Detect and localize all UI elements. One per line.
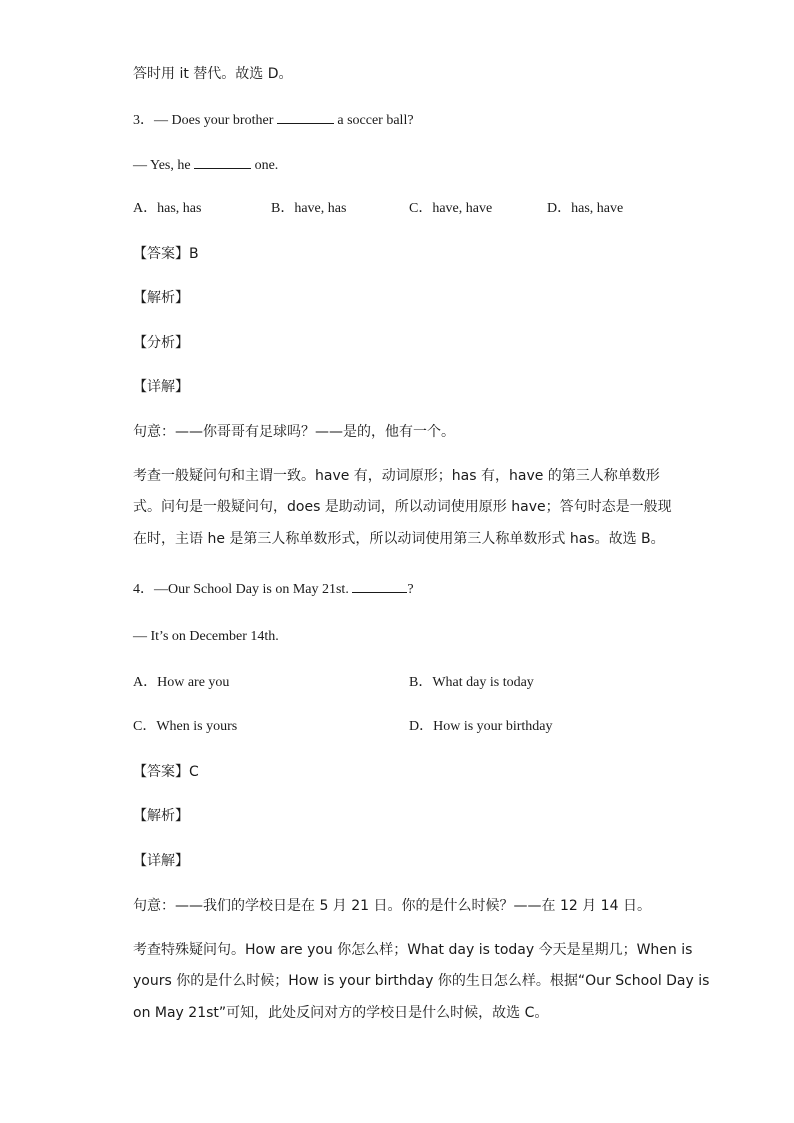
q3-reply-after: one. — [251, 158, 279, 173]
q3-explain-line-1: 考查一般疑问句和主谓一致。have 有，动词原形；has 有，have 的第三人称单数形 — [133, 468, 660, 484]
q4-blank — [352, 579, 407, 593]
q4-reply: — It’s on December 14th. — [133, 629, 279, 644]
q4-explain-line-2: yours 你的是什么时候；How is your birthday 你的生日怎么样。根据“Our School Day is — [133, 973, 710, 989]
q4-option-b: B．What day is today — [409, 675, 534, 690]
q3-reply-before: — Yes, he — [133, 158, 195, 173]
q3-option-d: D．has, have — [547, 201, 624, 216]
q3-xiangjie-heading: 【详解】 — [133, 379, 189, 395]
q3-blank-2 — [194, 155, 251, 169]
q3-fenxi-heading: 【分析】 — [133, 335, 189, 351]
q3-answer: 【答案】B — [133, 246, 199, 262]
q3-explain-line-3: 在时，主语 he 是第三人称单数形式，所以动词使用第三人称单数形式 has。故选 B。 — [133, 531, 665, 547]
q4-stem-after: ? — [407, 582, 414, 597]
q3-option-b: B．have, has — [271, 201, 347, 216]
q4-option-a: A．How are you — [133, 675, 230, 690]
q4-stem-before: 4．—Our School Day is on May 21st. — [133, 582, 353, 597]
q3-jiexi-heading: 【解析】 — [133, 290, 189, 306]
q4-option-c: C．When is yours — [133, 719, 238, 734]
q4-option-d: D．How is your birthday — [409, 719, 553, 734]
q3-reply — [133, 155, 278, 176]
q4-explain-line-3: on May 21st”可知，此处反问对方的学校日是什么时候，故选 C。 — [133, 1005, 549, 1021]
q4-xiangjie-heading: 【详解】 — [133, 853, 189, 869]
q4-stem — [133, 579, 414, 600]
q4-meaning: 句意：——我们的学校日是在 5 月 21 日。你的是什么时候？——在 12 月 14 日。 — [133, 898, 651, 914]
q3-stem-after: a soccer ball? — [333, 113, 414, 128]
q3-stem-before: 3．— Does your brother — [133, 113, 277, 128]
q3-blank-1 — [277, 110, 334, 124]
q3-option-a: A．has, has — [133, 201, 202, 216]
q3-explain-line-2: 式。问句是一般疑问句，does 是助动词，所以动词使用原形 have；答句时态是一般现 — [133, 499, 672, 515]
q3-meaning: 句意：——你哥哥有足球吗？——是的，他有一个。 — [133, 424, 455, 440]
intro-line: 答时用 it 替代。故选 D。 — [133, 66, 293, 82]
q3-stem — [133, 110, 414, 131]
q4-jiexi-heading: 【解析】 — [133, 808, 189, 824]
q3-option-c: C．have, have — [409, 201, 493, 216]
q4-answer: 【答案】C — [133, 764, 199, 780]
q4-explain-line-1: 考查特殊疑问句。How are you 你怎么样；What day is today 今天是星期几；When is — [133, 942, 693, 958]
